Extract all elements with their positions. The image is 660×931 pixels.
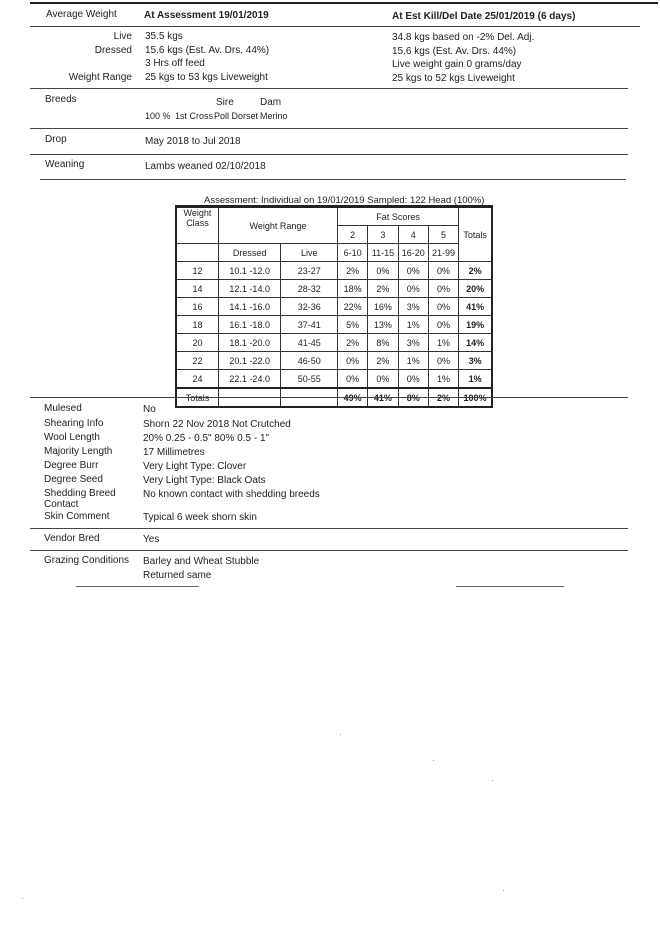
weight-range-label: Weight Range: [68, 72, 132, 83]
detail-value: No: [143, 404, 156, 415]
dressed-range-cell: 20.1 -22.0: [218, 352, 281, 370]
vendor-bred-label: Vendor Bred: [44, 533, 100, 544]
live-range-cell: 46-50: [281, 352, 338, 370]
assessment-caption: Assessment: Individual on 19/01/2019 Sampled: 122 Head (100%): [204, 195, 485, 206]
breeds-label: Breeds: [45, 94, 77, 105]
detail-label: Shedding Breed Contact: [44, 488, 116, 510]
detail-label: Wool Length: [44, 432, 100, 443]
totals-row-label: Totals: [176, 388, 218, 407]
score-num: 5: [428, 226, 458, 244]
assessment-off-feed-value: 3 Hrs off feed: [145, 58, 205, 69]
weight-class-header: Weight Class: [176, 207, 218, 244]
detail-label: Majority Length: [44, 446, 113, 457]
fat-score-cell: 1%: [398, 316, 428, 334]
totals-header: Totals: [459, 207, 492, 262]
dressed-header: Dressed: [218, 244, 281, 262]
weight-class-cell: 12: [176, 262, 218, 280]
fat-score-cell: 3%: [398, 298, 428, 316]
score-range: 6-10: [338, 244, 368, 262]
live-label: Live: [113, 31, 132, 42]
grazing-label: Grazing Conditions: [44, 555, 130, 566]
fat-score-cell: 0%: [428, 316, 458, 334]
detail-label: Shearing Info: [44, 418, 104, 429]
row-total-cell: 41%: [459, 298, 492, 316]
scan-speck: [22, 898, 23, 899]
fat-score-cell: 0%: [398, 280, 428, 298]
kill-weight-gain-value: Live weight gain 0 grams/day: [392, 59, 522, 70]
kill-dressed-value: 15.6 kgs (Est. Av. Drs. 44%): [392, 46, 517, 57]
assessment-live-value: 35.5 kgs: [145, 31, 183, 42]
breed-dam: Merino: [260, 111, 288, 121]
weaning-value: Lambs weaned 02/10/2018: [145, 161, 266, 172]
row-total-cell: 1%: [459, 370, 492, 389]
fat-score-cell: 0%: [368, 262, 398, 280]
dam-header: Dam: [260, 97, 282, 108]
row-total-cell: 14%: [459, 334, 492, 352]
breed-sire: Poll Dorset: [214, 111, 259, 121]
fat-score-cell: 2%: [368, 352, 398, 370]
dressed-range-cell: 12.1 -14.0: [218, 280, 281, 298]
total-score: 49%: [338, 388, 368, 407]
weight-range-header: Weight Range: [218, 207, 337, 244]
live-header: Live: [281, 244, 338, 262]
weight-class-cell: 20: [176, 334, 218, 352]
fat-score-row: [176, 370, 492, 389]
fat-score-cell: 2%: [338, 334, 368, 352]
row-total-cell: 20%: [459, 280, 492, 298]
score-range: 16-20: [398, 244, 428, 262]
scan-speck: [492, 780, 493, 781]
sire-header: Sire: [216, 97, 234, 108]
fat-score-cell: 0%: [428, 352, 458, 370]
fat-score-row: [176, 316, 492, 334]
drop-label: Drop: [45, 134, 67, 145]
vendor-bred-value: Yes: [143, 534, 160, 545]
fat-score-cell: 0%: [338, 370, 368, 389]
weight-class-cell: 14: [176, 280, 218, 298]
dressed-range-cell: 10.1 -12.0: [218, 262, 281, 280]
detail-value: 17 Millimetres: [143, 447, 205, 458]
weight-class-cell: 18: [176, 316, 218, 334]
fat-score-row: [176, 280, 492, 298]
grand-total: 100%: [459, 388, 492, 407]
score-range: 11-15: [368, 244, 398, 262]
live-range-cell: 23-27: [281, 262, 338, 280]
detail-value: No known contact with shedding breeds: [143, 489, 320, 500]
top-border: [30, 2, 658, 4]
dressed-range-cell: 16.1 -18.0: [218, 316, 281, 334]
fat-score-row: [176, 334, 492, 352]
fat-score-cell: 1%: [398, 352, 428, 370]
dressed-label: Dressed: [94, 45, 132, 56]
vendor-divider: [30, 550, 628, 551]
score-num: 3: [368, 226, 398, 244]
kill-live-value: 34.8 kgs based on -2% Del. Adj.: [392, 32, 535, 43]
fat-score-cell: 0%: [428, 262, 458, 280]
at-assessment-title: At Assessment 19/01/2019: [144, 10, 269, 21]
scan-speck: [503, 890, 504, 891]
skin-divider: [30, 528, 628, 529]
live-range-cell: 37-41: [281, 316, 338, 334]
weight-class-cell: 16: [176, 298, 218, 316]
fat-score-cell: 2%: [368, 280, 398, 298]
dressed-range-cell: 22.1 -24.0: [218, 370, 281, 389]
grazing-divider-left: [76, 586, 199, 587]
dressed-range-cell: 18.1 -20.0: [218, 334, 281, 352]
live-range-cell: 32-36: [281, 298, 338, 316]
weights-divider: [30, 88, 628, 89]
fat-score-cell: 13%: [368, 316, 398, 334]
detail-value: Typical 6 week shorn skin: [143, 512, 257, 523]
detail-value: Shorn 22 Nov 2018 Not Crutched: [143, 419, 291, 430]
fat-score-row: [176, 298, 492, 316]
fat-score-cell: 0%: [428, 280, 458, 298]
scan-speck: [433, 760, 434, 761]
live-range-cell: 50-55: [281, 370, 338, 389]
assessment-dressed-value: 15.6 kgs (Est. Av. Drs. 44%): [145, 45, 270, 56]
drop-divider: [30, 154, 628, 155]
row-total-cell: 19%: [459, 316, 492, 334]
detail-label: Mulesed: [44, 403, 82, 414]
fat-score-cell: 8%: [368, 334, 398, 352]
kill-range-value: 25 kgs to 52 kgs Liveweight: [392, 73, 515, 84]
details-top-divider: [30, 397, 628, 398]
fat-scores-header: Fat Scores: [338, 207, 459, 226]
detail-value: Very Light Type: Clover: [143, 461, 247, 472]
fat-score-cell: 3%: [398, 334, 428, 352]
fat-score-cell: 0%: [338, 352, 368, 370]
weaning-label: Weaning: [45, 159, 85, 170]
total-score: 41%: [368, 388, 398, 407]
row-total-cell: 3%: [459, 352, 492, 370]
live-range-cell: 41-45: [281, 334, 338, 352]
scan-speck: [340, 734, 341, 735]
fat-score-cell: 0%: [398, 262, 428, 280]
weight-class-cell: 22: [176, 352, 218, 370]
fat-score-cell: 0%: [368, 370, 398, 389]
row-total-cell: 2%: [459, 262, 492, 280]
live-range-cell: 28-32: [281, 280, 338, 298]
detail-label: Skin Comment: [44, 511, 110, 522]
grazing-divider-right: [456, 586, 564, 587]
breed-cross: 1st Cross: [175, 111, 214, 121]
fat-score-cell: 0%: [428, 298, 458, 316]
breed-percent: 100 %: [145, 111, 171, 121]
fat-score-cell: 5%: [338, 316, 368, 334]
fat-score-cell: 16%: [368, 298, 398, 316]
detail-value: Very Light Type: Black Oats: [143, 475, 266, 486]
detail-label: Degree Burr: [44, 460, 99, 471]
fat-score-cell: 1%: [428, 334, 458, 352]
detail-value: 20% 0.25 - 0.5" 80% 0.5 - 1": [143, 433, 270, 444]
fat-score-table: [175, 206, 493, 408]
weaning-divider: [40, 179, 626, 180]
grazing-line-1: Barley and Wheat Stubble: [143, 556, 260, 567]
fat-score-row: [176, 262, 492, 280]
average-weight-label: Average Weight: [46, 9, 117, 20]
drop-value: May 2018 to Jul 2018: [145, 136, 241, 147]
empty-cell: [176, 244, 218, 262]
assessment-range-value: 25 kgs to 53 kgs Liveweight: [145, 72, 268, 83]
score-num: 2: [338, 226, 368, 244]
score-range: 21-99: [428, 244, 458, 262]
breeds-divider: [30, 128, 628, 129]
weight-class-cell: 24: [176, 370, 218, 389]
total-score: 2%: [428, 388, 458, 407]
fat-score-rows: [176, 262, 492, 389]
fat-score-row: [176, 352, 492, 370]
fat-score-cell: 22%: [338, 298, 368, 316]
fat-score-cell: 18%: [338, 280, 368, 298]
fat-score-cell: 1%: [428, 370, 458, 389]
at-kill-date-title: At Est Kill/Del Date 25/01/2019 (6 days): [392, 11, 576, 22]
total-score: 8%: [398, 388, 428, 407]
grazing-line-2: Returned same: [143, 570, 212, 581]
dressed-range-cell: 14.1 -16.0: [218, 298, 281, 316]
detail-label: Degree Seed: [44, 474, 103, 485]
header-divider: [30, 26, 640, 27]
fat-score-cell: 0%: [398, 370, 428, 389]
score-num: 4: [398, 226, 428, 244]
fat-score-cell: 2%: [338, 262, 368, 280]
